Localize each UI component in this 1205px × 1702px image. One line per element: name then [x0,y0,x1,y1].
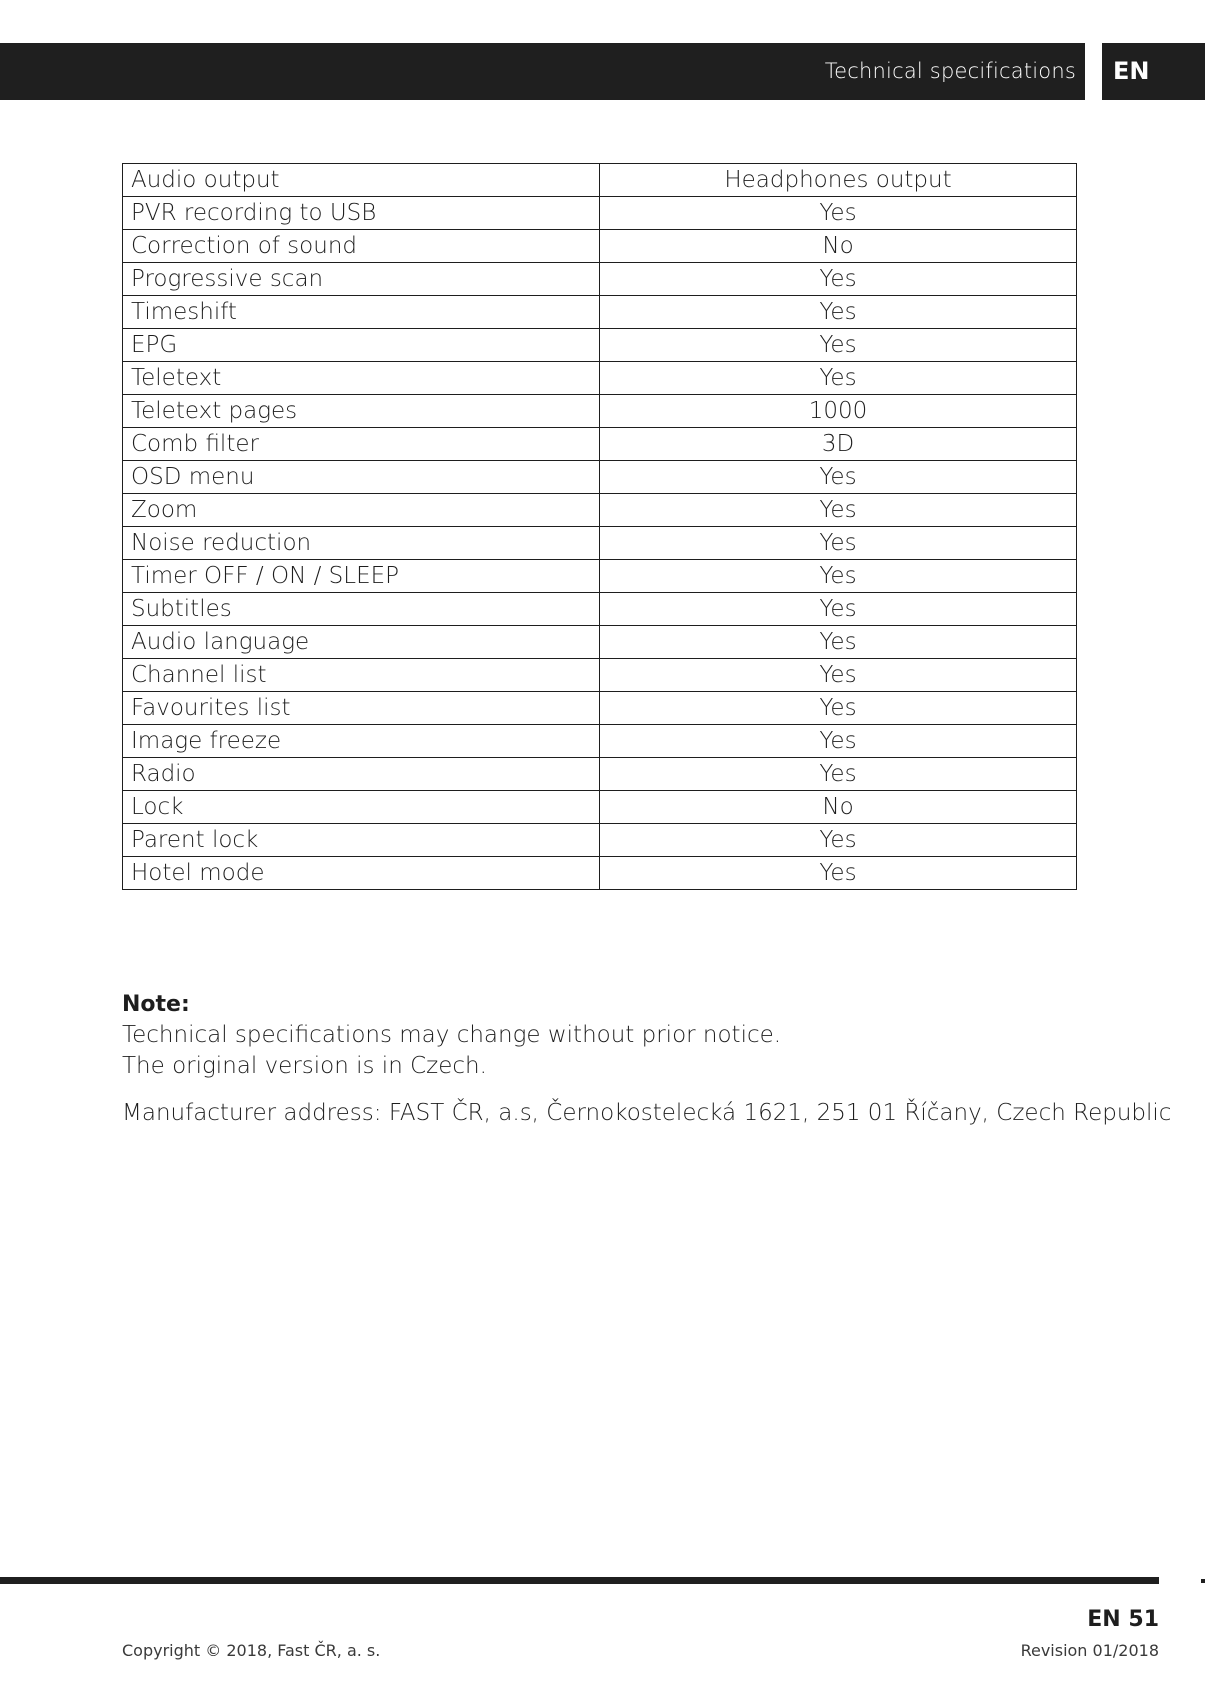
spec-value-cell: Yes [600,593,1077,626]
spec-feature-cell: Parent lock [123,824,600,857]
table-row [123,428,1077,461]
table-row [123,263,1077,296]
spec-value-cell: 3D [600,428,1077,461]
table-row [123,164,1077,197]
spec-feature-cell: Image freeze [123,725,600,758]
spec-feature-cell: Favourites list [123,692,600,725]
spec-value-cell: Yes [600,758,1077,791]
spec-feature-cell: OSD menu [123,461,600,494]
spec-value-cell: Yes [600,692,1077,725]
table-row [123,626,1077,659]
table-row [123,725,1077,758]
spec-feature-cell: Subtitles [123,593,600,626]
section-title: Technical specifications [824,59,1076,83]
footer-divider [0,1577,1159,1584]
language-label: EN [1113,57,1150,85]
spec-value-cell: Yes [600,659,1077,692]
spec-value-cell: Yes [600,725,1077,758]
spec-feature-cell: Lock [123,791,600,824]
spec-feature-cell: Noise reduction [123,527,600,560]
spec-value-cell: Yes [600,362,1077,395]
table-row [123,527,1077,560]
table-row [123,329,1077,362]
table-row [123,824,1077,857]
spec-feature-cell: Teletext pages [123,395,600,428]
table-row [123,461,1077,494]
spec-value-cell: Yes [600,626,1077,659]
spec-feature-cell: Timeshift [123,296,600,329]
table-row [123,857,1077,890]
table-row [123,593,1077,626]
table-row [123,692,1077,725]
spec-value-cell: Yes [600,461,1077,494]
table-row [123,659,1077,692]
spec-value-cell: Headphones output [600,164,1077,197]
note-heading: Note: [122,992,190,1017]
table-row [123,230,1077,263]
spec-value-cell: 1000 [600,395,1077,428]
spec-value-cell: Yes [600,197,1077,230]
table-row [123,560,1077,593]
spec-feature-cell: Timer OFF / ON / SLEEP [123,560,600,593]
language-badge [1102,43,1205,100]
spec-feature-cell: Progressive scan [123,263,600,296]
spec-feature-cell: Zoom [123,494,600,527]
note-line-1: Technical specifications may change without prior notice. [122,1022,782,1048]
spec-value-cell: Yes [600,824,1077,857]
spec-feature-cell: Radio [123,758,600,791]
manufacturer-address: Manufacturer address: FAST ČR, a.s, Černokostelecká 1621, 251 01 Říčany, Czech Republic [122,1100,1172,1126]
spec-value-cell: No [600,791,1077,824]
spec-value-cell: Yes [600,329,1077,362]
revision-label: Revision 01/2018 [1020,1641,1159,1660]
spec-feature-cell: Audio output [123,164,600,197]
spec-feature-cell: EPG [123,329,600,362]
crop-mark [1201,1579,1205,1583]
table-row [123,791,1077,824]
spec-feature-cell: Audio language [123,626,600,659]
spec-value-cell: Yes [600,857,1077,890]
specifications-table-body [123,164,1077,890]
copyright-notice: Copyright © 2018, Fast ČR, a. s. [122,1641,381,1660]
table-row [123,296,1077,329]
spec-value-cell: No [600,230,1077,263]
table-row [123,494,1077,527]
note-line-2: The original version is in Czech. [122,1053,487,1079]
spec-feature-cell: PVR recording to USB [123,197,600,230]
spec-feature-cell: Comb filter [123,428,600,461]
specifications-table [122,163,1077,890]
table-row [123,395,1077,428]
spec-feature-cell: Teletext [123,362,600,395]
spec-feature-cell: Hotel mode [123,857,600,890]
table-row [123,362,1077,395]
table-row [123,197,1077,230]
spec-feature-cell: Channel list [123,659,600,692]
spec-value-cell: Yes [600,296,1077,329]
spec-value-cell: Yes [600,527,1077,560]
spec-value-cell: Yes [600,263,1077,296]
spec-value-cell: Yes [600,494,1077,527]
section-header-bar [0,43,1085,100]
table-row [123,758,1077,791]
page-number: EN 51 [1087,1607,1159,1632]
spec-feature-cell: Correction of sound [123,230,600,263]
spec-value-cell: Yes [600,560,1077,593]
